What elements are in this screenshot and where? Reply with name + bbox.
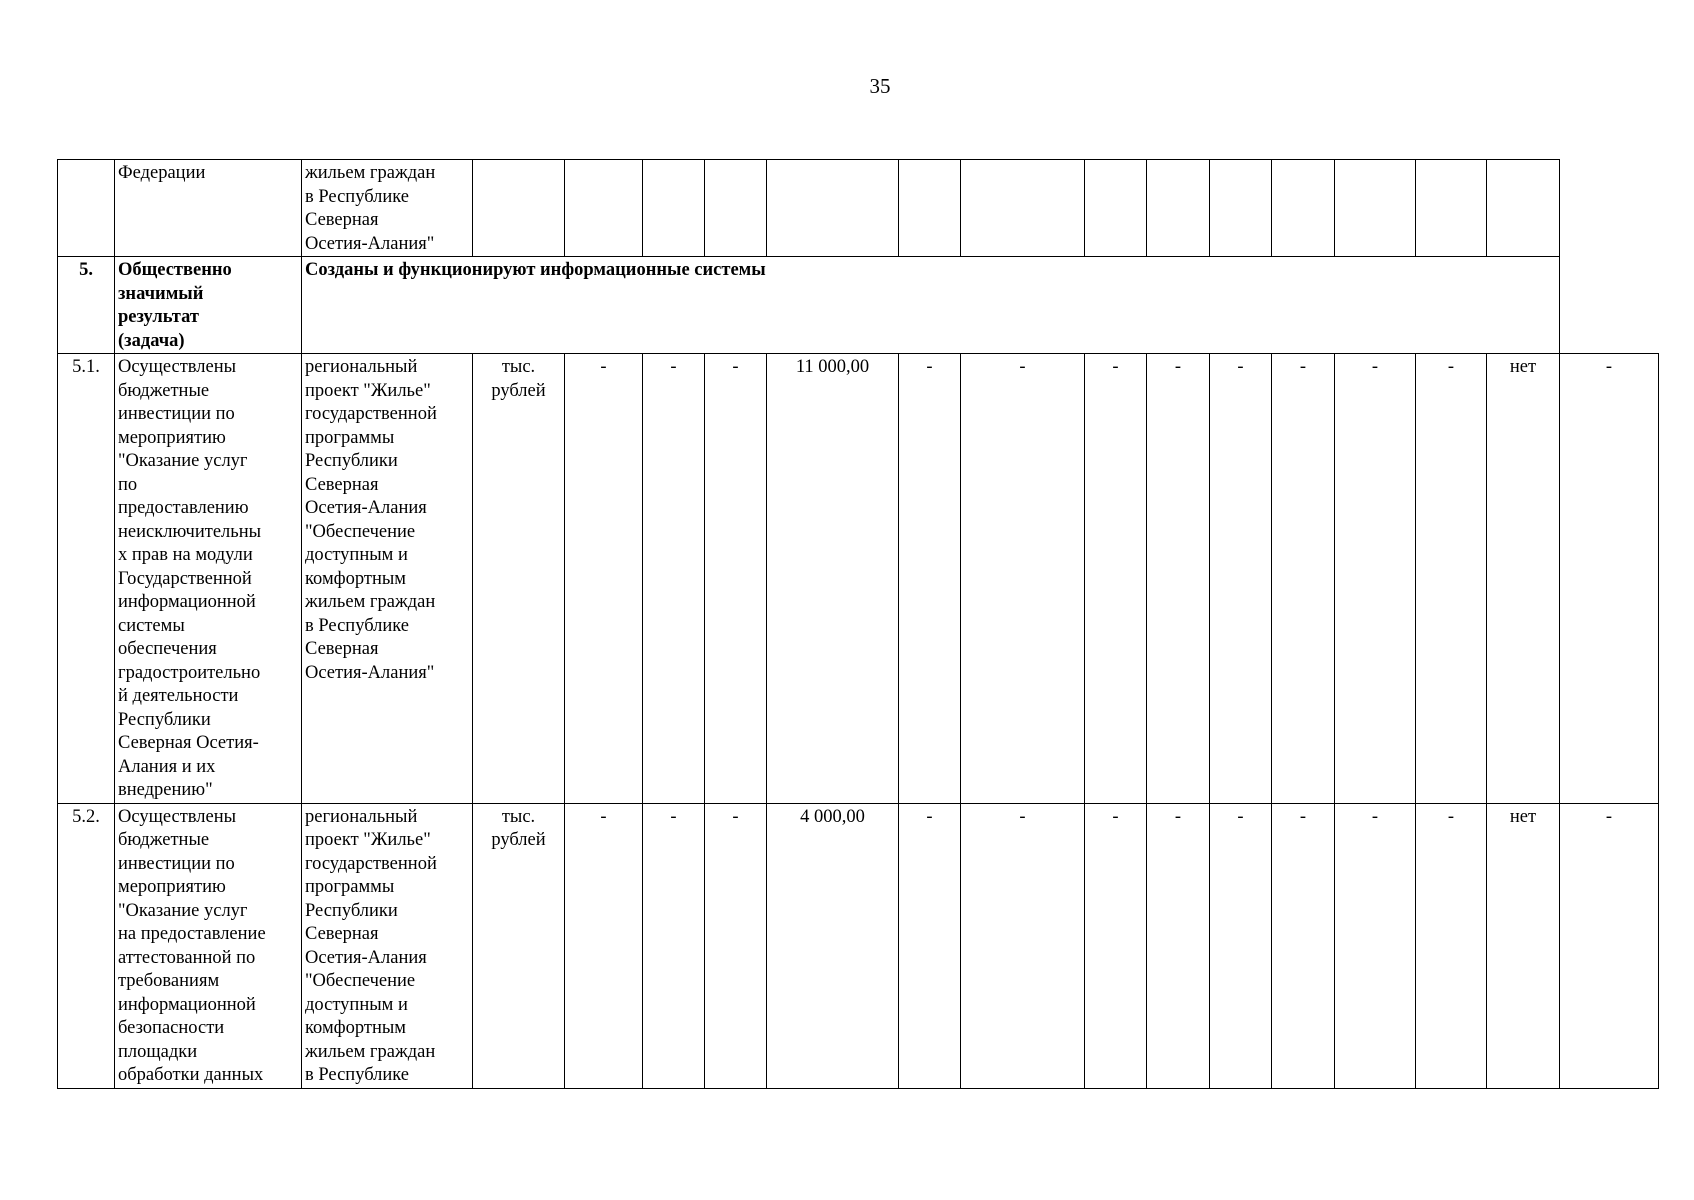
cell-value: - bbox=[1272, 354, 1335, 804]
cell-value: - bbox=[1147, 803, 1210, 1088]
results-table bbox=[57, 159, 1659, 1089]
cell-value: - bbox=[1085, 354, 1147, 804]
cell-empty bbox=[1272, 160, 1335, 257]
cell-num: 5.2. bbox=[58, 803, 115, 1088]
cell-empty bbox=[1335, 160, 1416, 257]
cell-source: региональный проект "Жилье" государственной программы Республики Северная Осетия-Алания "Обеспечение доступным и комфортным жильем граждан в Республике Северная Осетия-Алания" bbox=[302, 354, 473, 804]
cell-empty bbox=[473, 160, 565, 257]
cell-name: Осуществлены бюджетные инвестиции по мероприятию "Оказание услуг на предоставление аттестованной по требованиям информационной безопасности площадки обработки данных bbox=[115, 803, 302, 1088]
cell-source: региональный проект "Жилье" государственной программы Республики Северная Осетия-Алания "Обеспечение доступным и комфортным жильем граждан в Республике bbox=[302, 803, 473, 1088]
cell-name: Федерации bbox=[115, 160, 302, 257]
cell-value: нет bbox=[1487, 354, 1560, 804]
cell-unit: тыс. рублей bbox=[473, 803, 565, 1088]
cell-empty bbox=[705, 160, 767, 257]
cell-value: - bbox=[1335, 803, 1416, 1088]
cell-value: нет bbox=[1487, 803, 1560, 1088]
cell-value: - bbox=[1560, 354, 1659, 804]
section-title: Созданы и функционируют информационные системы bbox=[302, 257, 1560, 354]
cell-empty bbox=[899, 160, 961, 257]
cell-value: - bbox=[1416, 354, 1487, 804]
cell-num: 5.1. bbox=[58, 354, 115, 804]
cell-empty bbox=[1210, 160, 1272, 257]
cell-value: - bbox=[961, 803, 1085, 1088]
cell-value: - bbox=[1147, 354, 1210, 804]
cell-value: - bbox=[899, 354, 961, 804]
cell-value: - bbox=[1210, 354, 1272, 804]
cell-value: - bbox=[961, 354, 1085, 804]
cell-value: - bbox=[643, 354, 705, 804]
cell-value: - bbox=[1272, 803, 1335, 1088]
cell-empty bbox=[1416, 160, 1487, 257]
cell-value: - bbox=[1416, 803, 1487, 1088]
page-number: 35 bbox=[869, 74, 891, 98]
cell-value: - bbox=[565, 354, 643, 804]
cell-value: - bbox=[899, 803, 961, 1088]
section-num: 5. bbox=[58, 257, 115, 354]
table-row bbox=[58, 354, 1659, 804]
section-label: Общественно значимый результат (задача) bbox=[115, 257, 302, 354]
cell-source: жильем граждан в Республике Северная Осетия-Алания" bbox=[302, 160, 473, 257]
cell-value: 11 000,00 bbox=[767, 354, 899, 804]
cell-empty bbox=[1147, 160, 1210, 257]
cell-num bbox=[58, 160, 115, 257]
cell-value: - bbox=[565, 803, 643, 1088]
cell-empty bbox=[1487, 160, 1560, 257]
cell-value: - bbox=[1210, 803, 1272, 1088]
cell-empty bbox=[643, 160, 705, 257]
cell-value: - bbox=[1560, 803, 1659, 1088]
cell-value: - bbox=[1335, 354, 1416, 804]
cell-empty bbox=[565, 160, 643, 257]
section-row bbox=[58, 257, 1659, 354]
table-row-continuation bbox=[58, 160, 1659, 257]
cell-value: - bbox=[643, 803, 705, 1088]
cell-value: 4 000,00 bbox=[767, 803, 899, 1088]
cell-name: Осуществлены бюджетные инвестиции по мероприятию "Оказание услуг по предоставлению неисключительны х прав на модули Государственной информационной системы обеспечения градостроительно й деятельности Республики Северная Осетия- Алания и их внедрению" bbox=[115, 354, 302, 804]
cell-empty bbox=[961, 160, 1085, 257]
cell-unit: тыс. рублей bbox=[473, 354, 565, 804]
cell-empty bbox=[767, 160, 899, 257]
table-row bbox=[58, 803, 1659, 1088]
cell-value: - bbox=[1085, 803, 1147, 1088]
cell-empty bbox=[1085, 160, 1147, 257]
cell-value: - bbox=[705, 803, 767, 1088]
cell-value: - bbox=[705, 354, 767, 804]
